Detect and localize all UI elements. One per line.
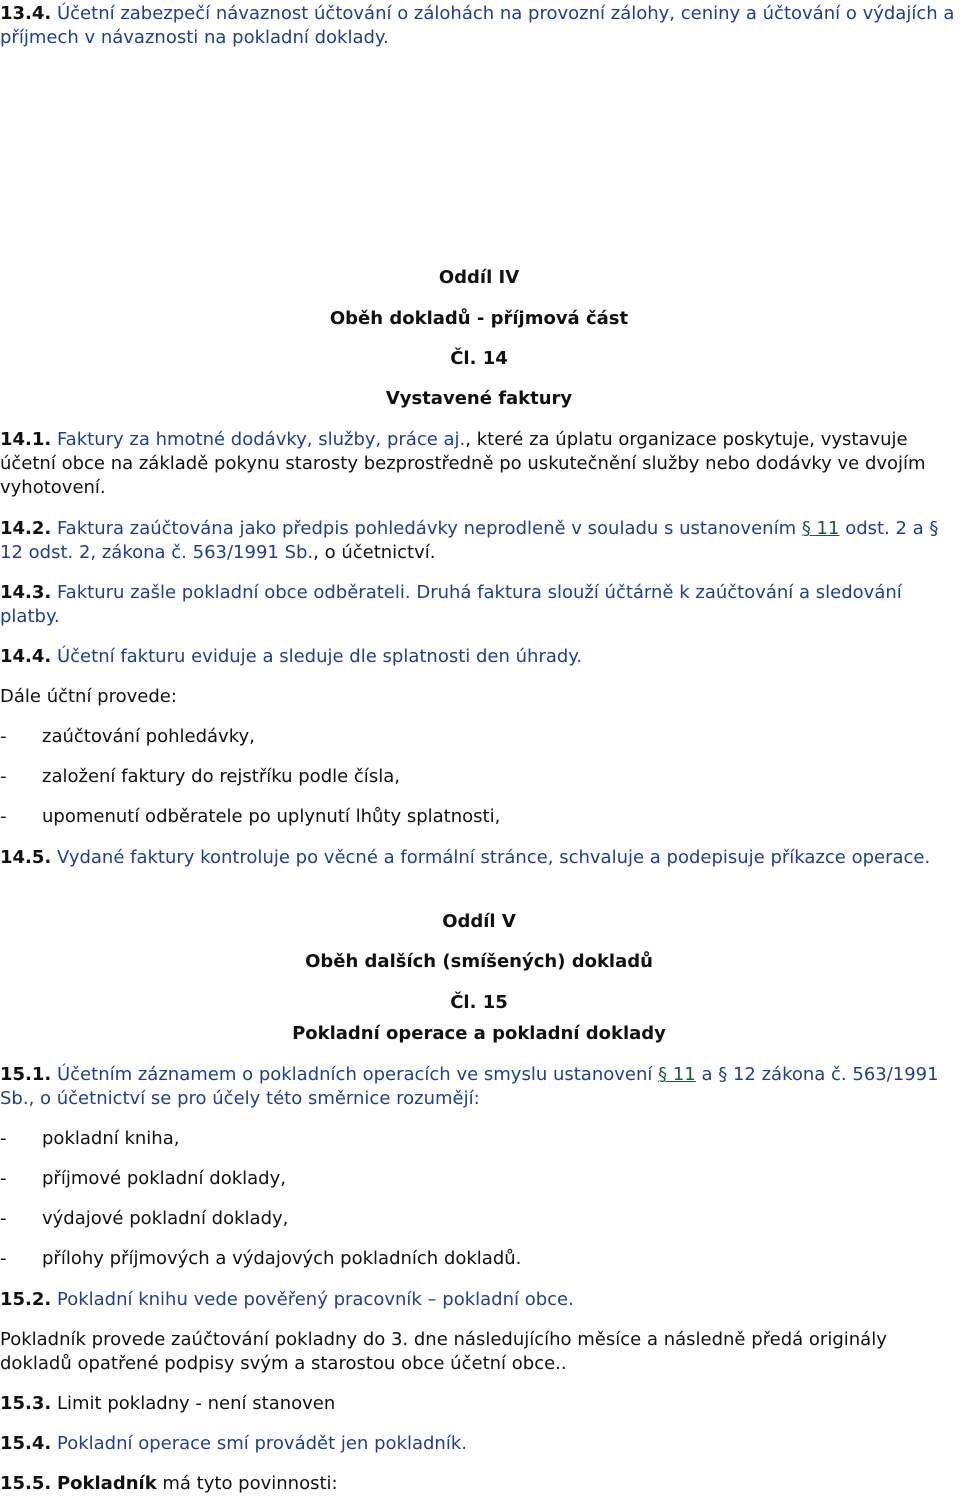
paragraph-13-4 [0,2,958,50]
paragraph-15-2 [0,1288,958,1312]
list-item-text: výdajové pokladní doklady, [42,1208,289,1229]
paragraph-text: Faktura zaúčtována jako předpis pohledávky neprodleně v souladu s ustanovením [56,518,802,539]
paragraph-text-continued: Druhá faktura slouží účtárně k zaúčtování a sledování platby. [0,582,902,627]
paragraph-number: 14.5. [0,847,52,868]
paragraph-pokladnik: Pokladník provede zaúčtování pokladny do 3. dne následujícího měsíce a následně předá originály dokladů opatřené podpisy svým a starostou obce účetní obce.. [0,1329,887,1374]
paragraph-14-5 [0,846,958,870]
paragraph-text-continued: , které za úplatu organizace poskytuje, vystavuje účetní obce na základě pokynu starosty bezprostředně po uskutečnění služby nebo dodávky ve dvojím vyhotovení. [0,429,926,498]
list-dash: - [0,726,7,747]
list-item [0,1167,958,1191]
paragraph-text: Účetním záznamem o pokladních operacích ve smyslu ustanovení [56,1064,659,1085]
list-item [0,725,958,749]
paragraph-text: Limit pokladny - není stanoven [56,1393,336,1414]
paragraph-strong-text: Pokladník [56,1473,157,1494]
paragraph-text: Účetní zabezpečí návaznost účtování o zálohách na provozní zálohy, ceniny a účtování o výdajích a příjmech v návaznosti na pokladní doklady. [0,3,955,48]
paragraph-number: 15.5. [0,1473,52,1494]
list-item [0,1207,958,1231]
paragraph-number: 15.3. [0,1393,52,1414]
list-dash: - [0,1128,7,1149]
paragraph-15-4 [0,1432,958,1456]
paragraph-15-5 [0,1472,958,1496]
paragraph-text-continued: a § 12 zákona č. 563/1991 Sb. [0,1064,939,1109]
paragraph-number: 15.2. [0,1289,52,1310]
paragraph-15-3 [0,1392,958,1416]
paragraph-number: 14.4. [0,646,52,667]
list-dash: - [0,806,7,827]
paragraph-14-3 [0,581,958,629]
paragraph-number: 14.2. [0,518,52,539]
list-dash: - [0,1168,7,1189]
list-item-text: založení faktury do rejstříku podle čísla, [42,766,400,787]
paragraph-number: 13.4. [0,3,52,24]
article-number: Čl. 15 [450,992,508,1013]
list-item-text: pokladní kniha, [42,1128,180,1149]
article-title: Pokladní operace a pokladní doklady [292,1023,666,1044]
list-intro: Dále účtní provede: [0,686,177,707]
paragraph-text: Účetní fakturu eviduje a sleduje dle splatnosti den úhrady. [56,646,583,667]
paragraph-number: 15.4. [0,1433,52,1454]
list-item [0,1127,958,1151]
list-item-text: zaúčtování pohledávky, [42,726,255,747]
paragraph-text: má tyto povinnosti: [156,1473,338,1494]
list-item [0,765,958,789]
list-item-text: přílohy příjmových a výdajových pokladních dokladů. [42,1248,522,1269]
section-title: Oběh dalších (smíšených) dokladů [305,951,653,972]
section-title: Oběh dokladů - příjmová část [329,308,629,329]
law-section-link[interactable]: § 11 [801,518,840,539]
paragraph-14-4 [0,645,958,669]
paragraph-15-1 [0,1063,958,1111]
paragraph-text-end: , o účetnictví. [313,542,436,563]
section-heading: Oddíl IV [438,267,520,288]
list-dash: - [0,1248,7,1269]
paragraph-text: Faktury za hmotné dodávky, služby, práce aj. [56,429,466,450]
paragraph-text-continued: odst. 2 a § 12 odst. 2, zákona č. 563/1991 Sb. [0,518,939,563]
article-number: Čl. 14 [450,348,508,369]
paragraph-14-2 [0,517,958,565]
paragraph-number: 14.3. [0,582,52,603]
paragraph-text: Fakturu zašle pokladní obce odběrateli. [56,582,411,603]
paragraph-text: Pokladní knihu vede pověřený pracovník – pokladní obce. [56,1289,574,1310]
list-item-text: upomenutí odběratele po uplynutí lhůty splatnosti, [42,806,501,827]
list-item-text: příjmové pokladní doklady, [42,1168,286,1189]
paragraph-text: Vydané faktury kontroluje po věcné a formální stránce, schvaluje a podepisuje příkazce operace. [56,847,931,868]
paragraph-14-1 [0,428,958,500]
law-section-link[interactable]: § 11 [658,1064,696,1085]
article-title: Vystavené faktury [385,388,573,409]
paragraph-text-end: , o účetnictví se pro účely této směrnice rozumějí: [28,1088,480,1109]
list-dash: - [0,1208,7,1229]
paragraph-number: 15.1. [0,1064,52,1085]
list-item [0,805,958,829]
list-item [0,1247,958,1271]
list-dash: - [0,766,7,787]
paragraph-text: Pokladní operace smí provádět jen pokladník. [56,1433,467,1454]
section-heading: Oddíl V [442,911,516,932]
paragraph-number: 14.1. [0,429,52,450]
